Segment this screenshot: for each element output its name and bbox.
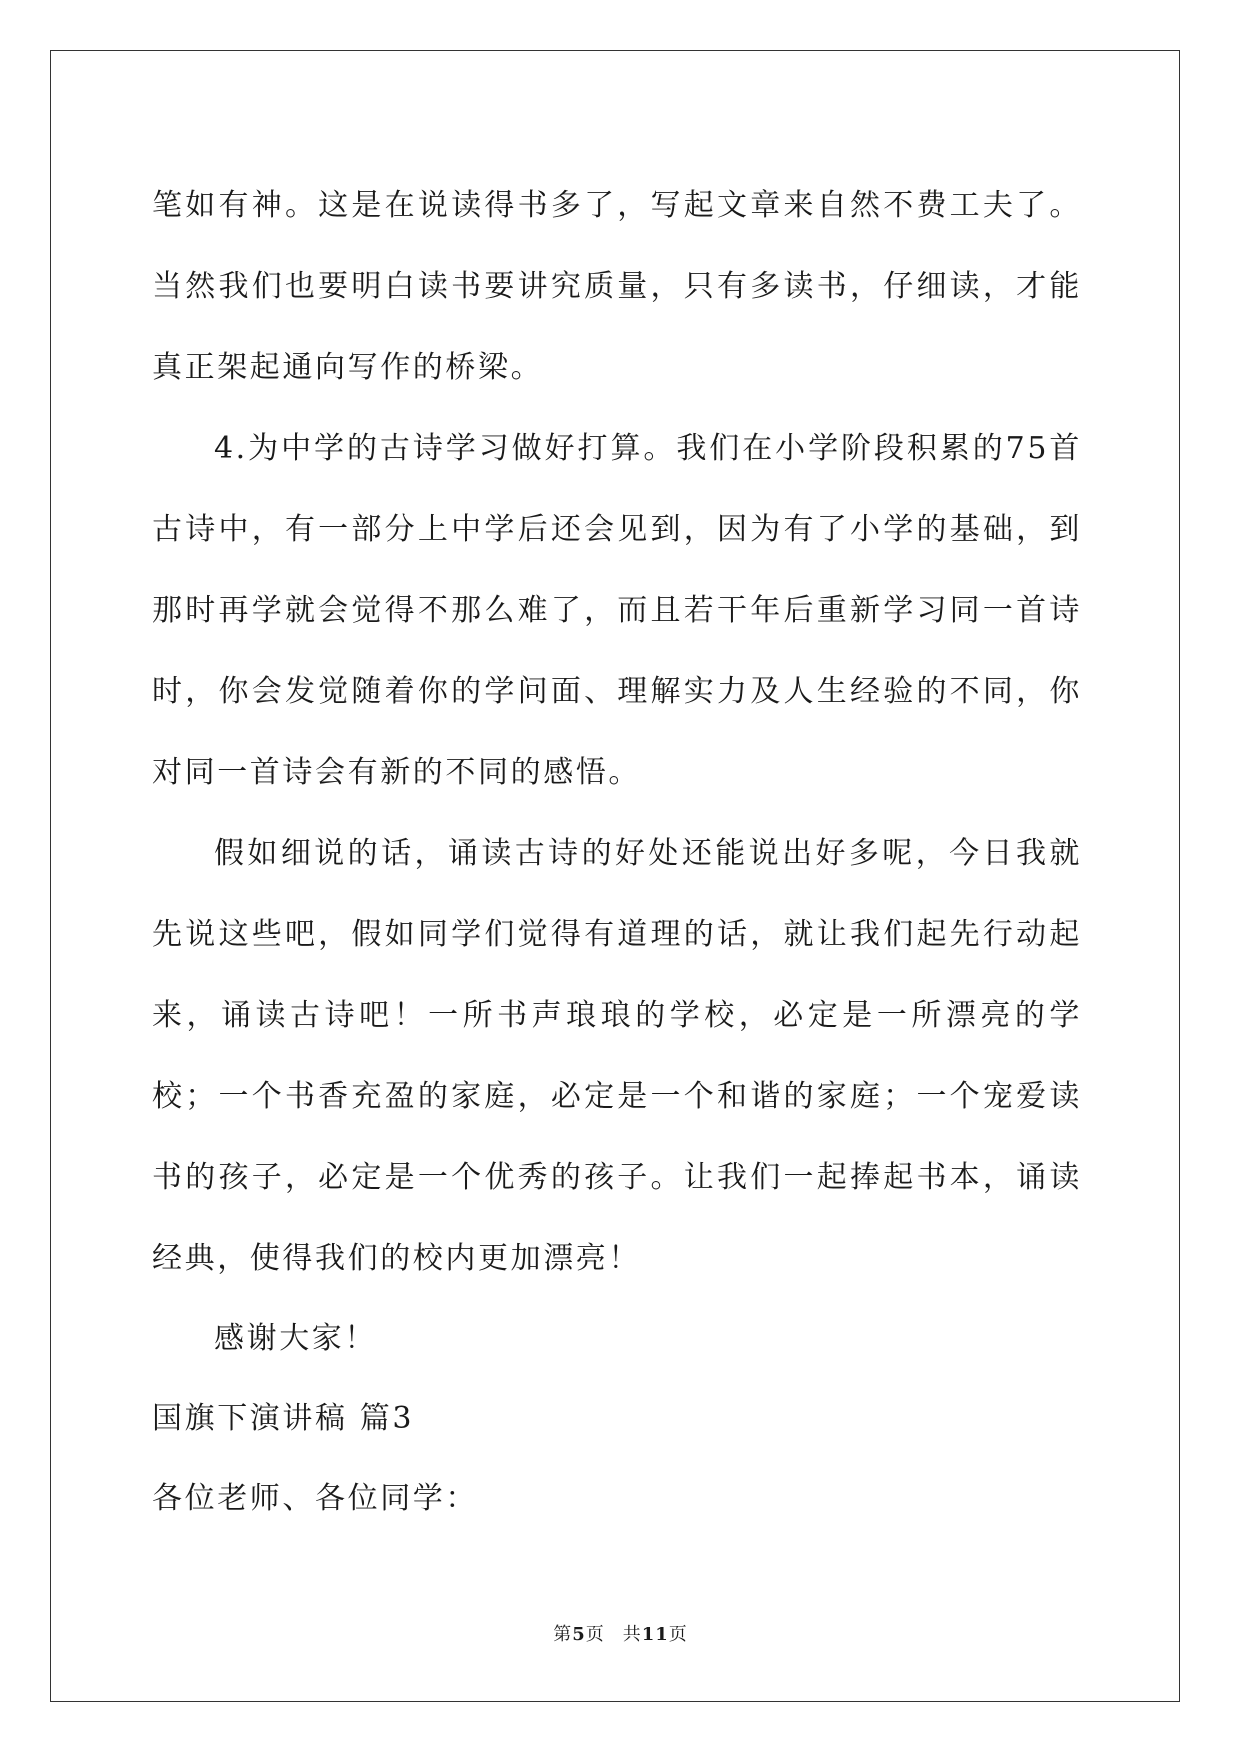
salutation: 各位老师、各位同学： bbox=[152, 1481, 478, 1516]
paragraph-reading-benefit: 笔如有神。这是在说读得书多了，写起文章来自然不费工夫了。当然我们也要明白读书要讲究质量，只有多读书，仔细读，才能真正架起通向写作的桥梁。 bbox=[152, 188, 1082, 385]
paragraph-point-4: 4.为中学的古诗学习做好打算。我们在小学阶段积累的75首古诗中，有一部分上中学后还会见到，因为有了小学的基础，到那时再学就会觉得不那么难了，而且若干年后重新学习同一首诗时，你会发觉随着你的学问面、理解实力及人生经验的不同，你对同一首诗会有新的不同的感悟。 bbox=[152, 431, 1082, 790]
page-suffix: 页 bbox=[585, 1624, 605, 1645]
page-prefix: 第 bbox=[553, 1624, 573, 1645]
document-body bbox=[152, 165, 1082, 1539]
page-footer bbox=[0, 1620, 1241, 1646]
page-number: 5 bbox=[572, 1624, 586, 1645]
paragraph-thanks: 感谢大家！ bbox=[214, 1321, 377, 1356]
total-suffix: 页 bbox=[668, 1624, 688, 1645]
paragraph-conclusion: 假如细说的话，诵读古诗的好处还能说出好多呢，今日我就先说这些吧，假如同学们觉得有道理的话，就让我们起先行动起来，诵读古诗吧！一所书声琅琅的学校，必定是一所漂亮的学校；一个书香充盈的家庭，必定是一个和谐的家庭；一个宠爱读书的孩子，必定是一个优秀的孩子。让我们一起捧起书本，诵读经典，使得我们的校内更加漂亮！ bbox=[152, 836, 1082, 1276]
total-prefix: 共 bbox=[622, 1624, 642, 1645]
section-heading: 国旗下演讲稿 篇3 bbox=[152, 1401, 415, 1436]
total-pages: 11 bbox=[641, 1624, 669, 1645]
